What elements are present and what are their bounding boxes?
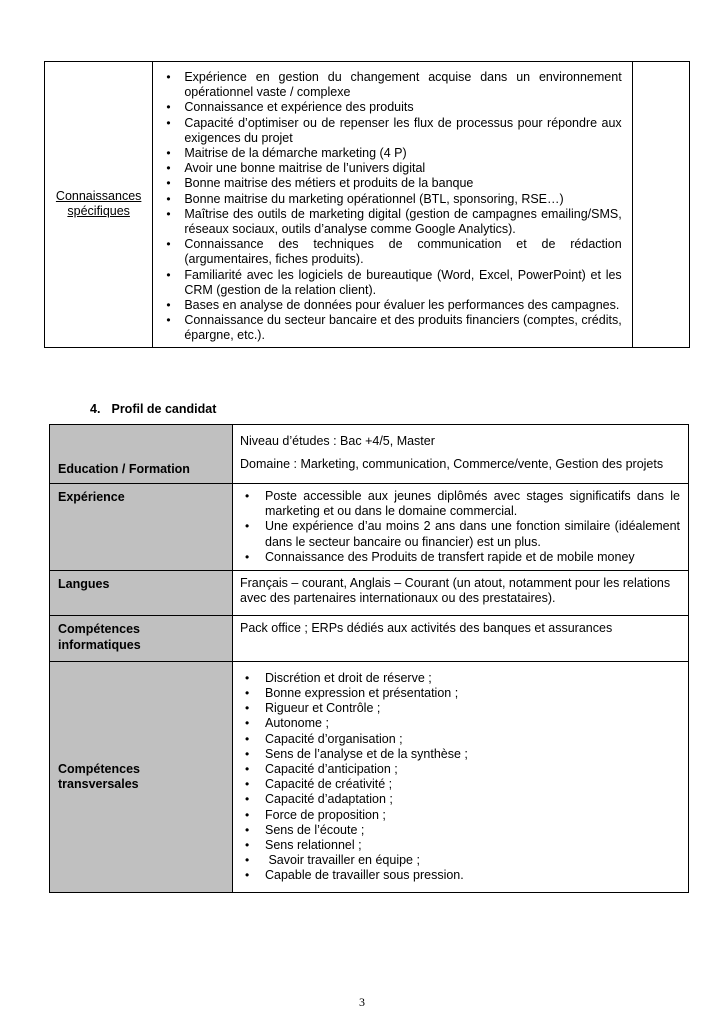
list-item: • Maîtrise des outils de marketing digital (gestion de campagnes emailing/SMS, réseaux sociaux, outils d’analyse comme Google Analytics).	[157, 207, 621, 237]
list-item: • Connaissance des techniques de communication et de rédaction (argumentaires, fiches produits).	[157, 237, 621, 267]
education-domain: Domaine : Marketing, communication, Commerce/vente, Gestion des projets	[240, 457, 664, 472]
list-item: • Capacité d’optimiser ou de repenser les flux de processus pour répondre aux exigences du projet	[157, 116, 621, 146]
languages-row	[50, 571, 689, 616]
experience-value	[233, 484, 689, 571]
specific-knowledge-label-line2: spécifiques	[67, 204, 130, 219]
list-item: • Sens de l’analyse et de la synthèse ;	[240, 747, 680, 762]
profile-table	[49, 424, 689, 893]
transversal-skills-label-line1: Compétences	[58, 761, 140, 776]
list-item: • Autonome ;	[240, 716, 680, 731]
computer-skills-label-line1: Compétences	[58, 622, 140, 637]
computer-skills-value: Pack office ; ERPs dédiés aux activités des banques et assurances	[233, 616, 689, 661]
transversal-skills-row	[50, 661, 689, 892]
specific-knowledge-row	[45, 62, 690, 348]
section-heading	[90, 402, 216, 417]
empty-cell	[632, 62, 689, 348]
list-item: • Force de proposition ;	[240, 808, 680, 823]
list-item: • Poste accessible aux jeunes diplômés avec stages significatifs dans le marketing et ou dans le domaine commercial.	[240, 489, 680, 519]
experience-label: Expérience	[50, 484, 233, 571]
list-item: • Connaissance des Produits de transfert rapide et de mobile money	[240, 550, 680, 565]
languages-value: Français – courant, Anglais – Courant (un atout, notamment pour les relations avec des partenaires internationaux ou des prestataires).	[233, 571, 689, 616]
list-item: • Bonne maitrise des métiers et produits de la banque	[157, 176, 621, 191]
education-level: Niveau d’études : Bac +4/5, Master	[240, 434, 435, 448]
list-item: • Familiarité avec les logiciels de bureautique (Word, Excel, PowerPoint) et les CRM (gestion de la relation client).	[157, 268, 621, 298]
transversal-skills-label-line2: transversales	[58, 776, 139, 791]
specific-knowledge-content-cell	[153, 62, 632, 348]
list-item: • Capacité d’adaptation ;	[240, 792, 680, 807]
specific-knowledge-label-cell	[45, 62, 153, 348]
computer-skills-label	[50, 616, 233, 661]
list-item: • Une expérience d’au moins 2 ans dans une fonction similaire (idéalement dans le secteur bancaire ou financier) est un plus.	[240, 519, 680, 549]
list-item: • Rigueur et Contrôle ;	[240, 701, 680, 716]
list-item: • Expérience en gestion du changement acquise dans un environnement opérationnel vaste / complexe	[157, 70, 621, 100]
list-item: • Capacité d’anticipation ;	[240, 762, 680, 777]
list-item: • Capacité d’organisation ;	[240, 732, 680, 747]
languages-label: Langues	[50, 571, 233, 616]
list-item: • Sens de l’écoute ;	[240, 823, 680, 838]
list-item: • Avoir une bonne maitrise de l’univers digital	[157, 161, 621, 176]
education-label: Education / Formation	[50, 425, 233, 484]
education-value	[233, 425, 689, 484]
experience-list	[240, 489, 680, 565]
computer-skills-row	[50, 616, 689, 661]
list-item: • Connaissance et expérience des produits	[157, 100, 621, 115]
list-item: • Sens relationnel ;	[240, 838, 680, 853]
specific-knowledge-label-line1: Connaissances	[55, 189, 142, 204]
section-title: Profil de candidat	[111, 402, 217, 416]
list-item: • Bonne expression et présentation ;	[240, 686, 680, 701]
experience-row	[50, 484, 689, 571]
list-item: • Bases en analyse de données pour évaluer les performances des campagnes.	[157, 298, 621, 313]
education-row	[50, 425, 689, 484]
section-number: 4.	[90, 402, 101, 416]
transversal-skills-list	[240, 671, 680, 884]
transversal-skills-label	[50, 661, 233, 892]
list-item: • Maitrise de la démarche marketing (4 P)	[157, 146, 621, 161]
list-item: • Capacité de créativité ;	[240, 777, 680, 792]
list-item: • Connaissance du secteur bancaire et des produits financiers (comptes, crédits, épargne, etc.).	[157, 313, 621, 343]
transversal-skills-value	[233, 661, 689, 892]
computer-skills-label-line2: informatiques	[58, 637, 141, 652]
list-item: • Capable de travailler sous pression.	[240, 868, 680, 883]
page-number: 3	[359, 995, 365, 1009]
list-item: • Savoir travailler en équipe ;	[240, 853, 680, 868]
list-item: • Discrétion et droit de réserve ;	[240, 671, 680, 686]
specific-knowledge-list	[157, 70, 621, 344]
list-item: • Bonne maitrise du marketing opérationnel (BTL, sponsoring, RSE…)	[157, 192, 621, 207]
specific-knowledge-table	[44, 61, 690, 348]
